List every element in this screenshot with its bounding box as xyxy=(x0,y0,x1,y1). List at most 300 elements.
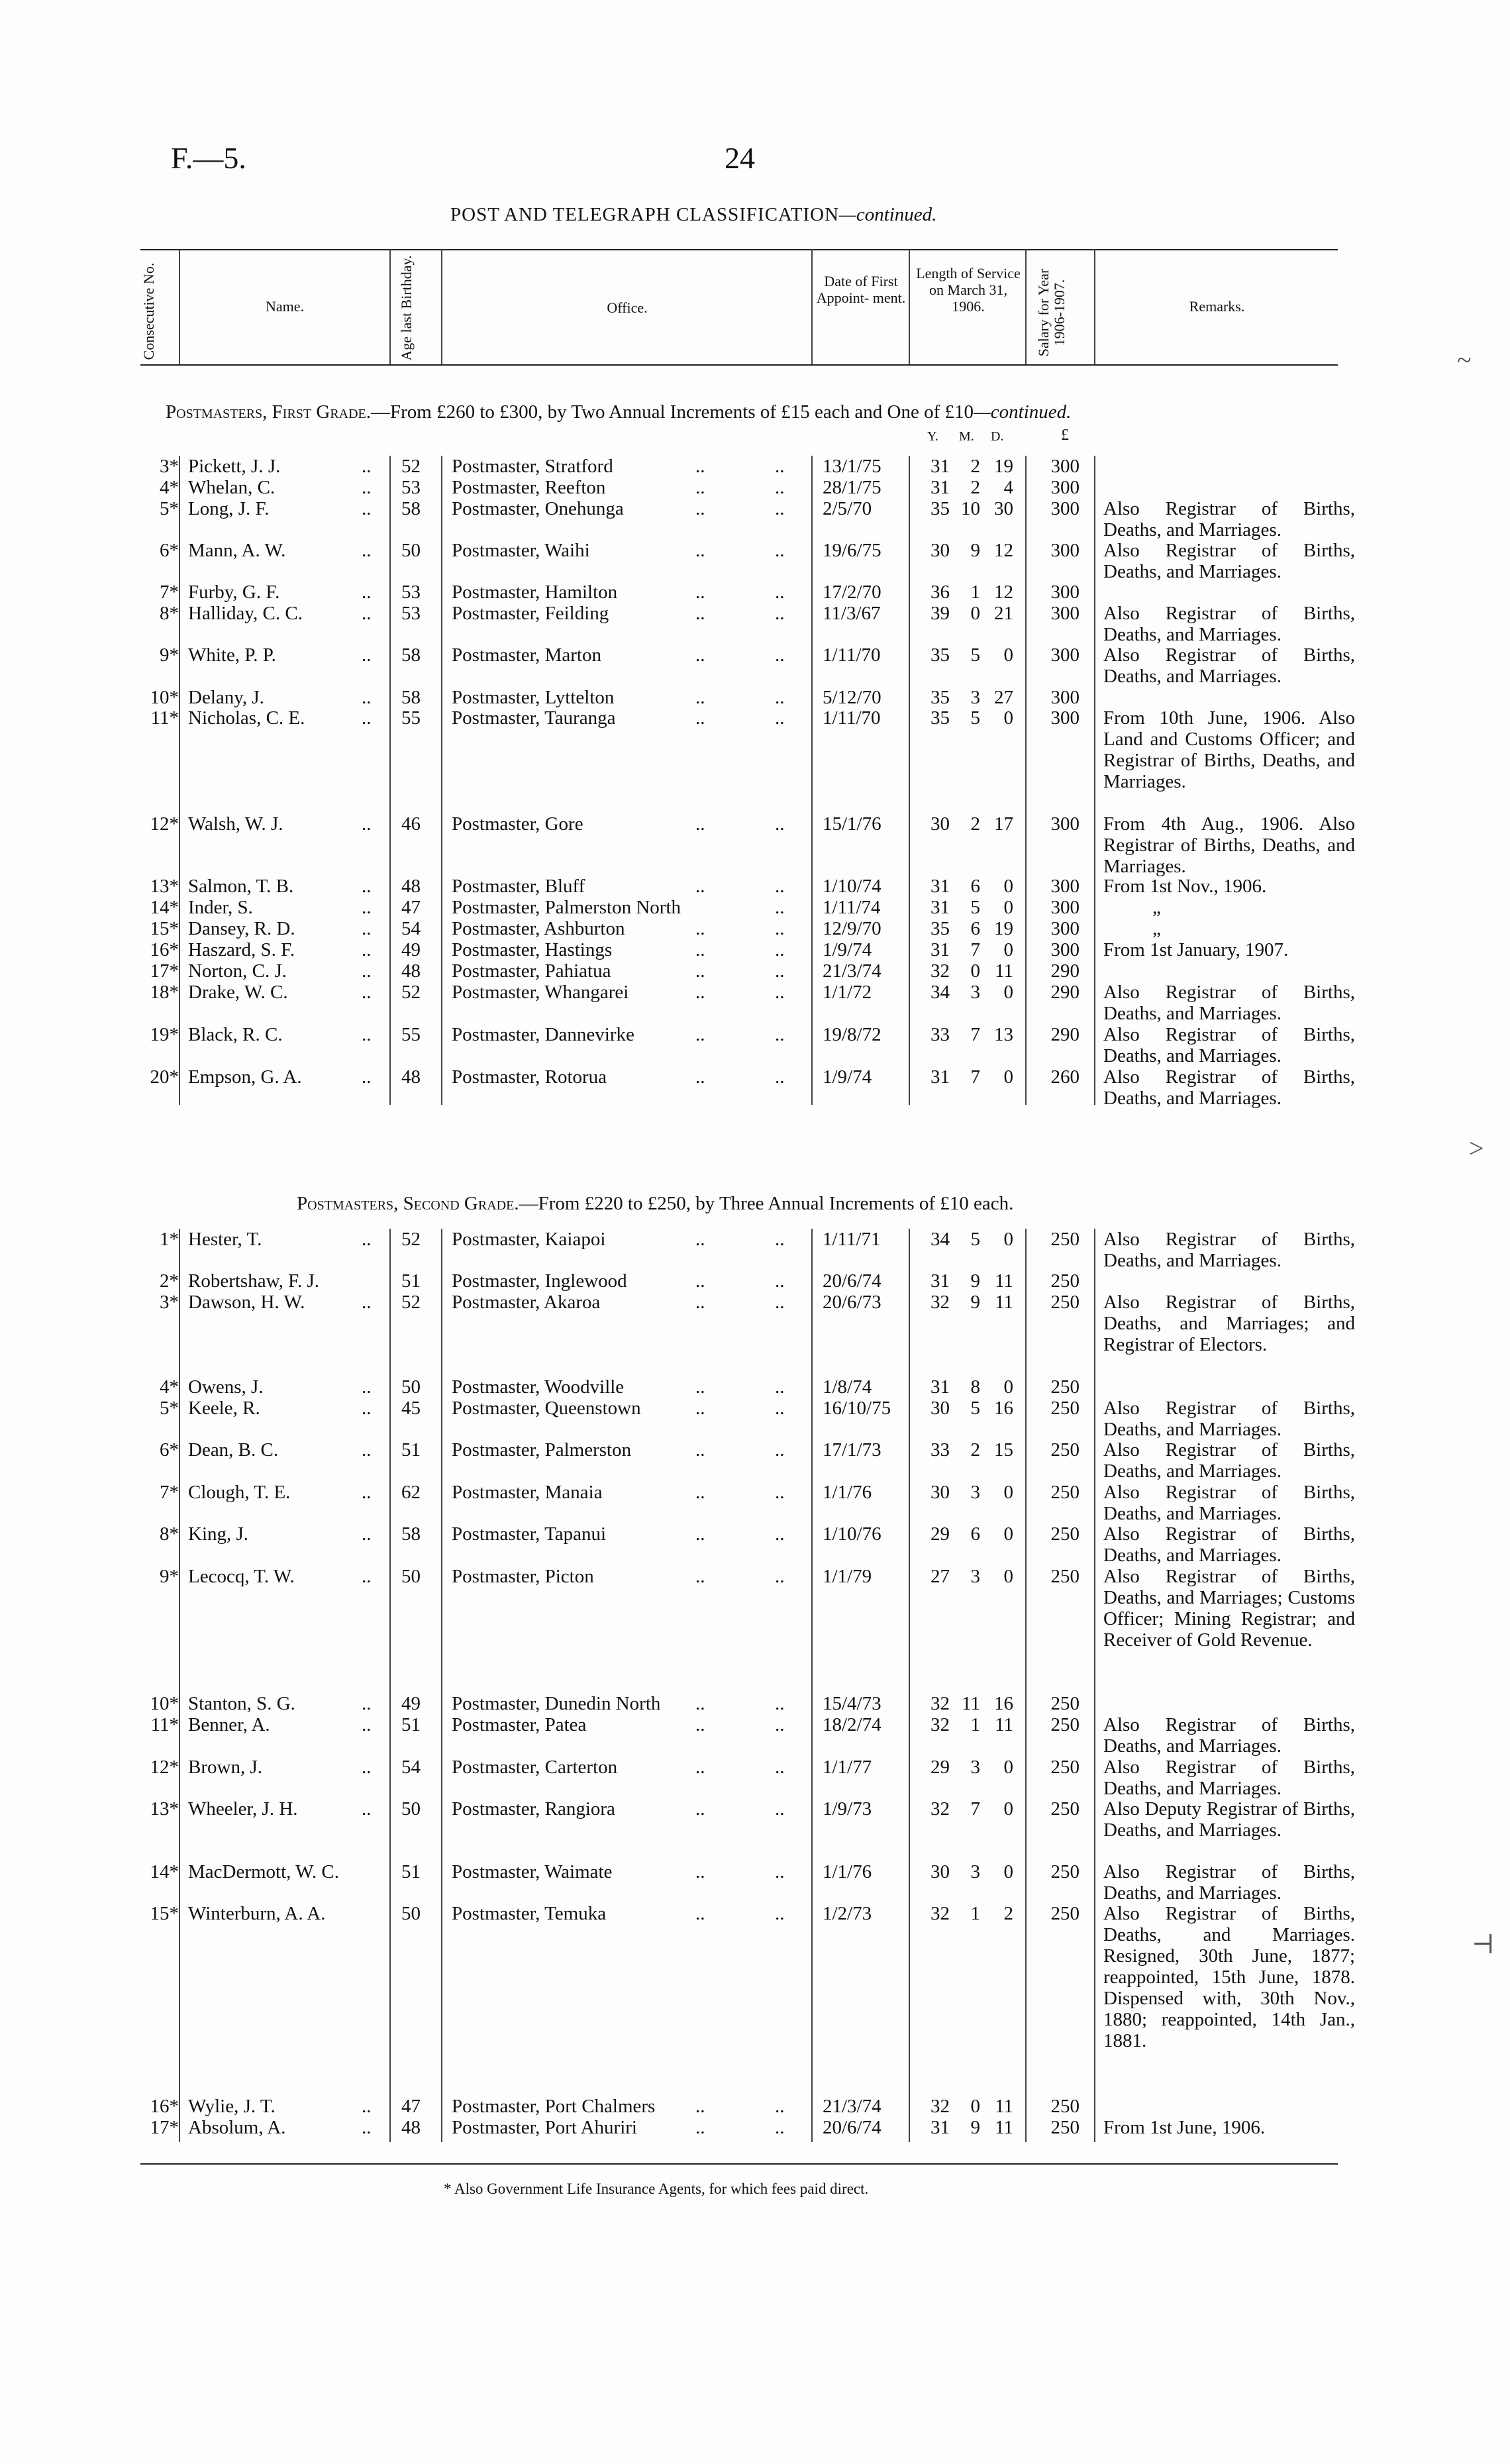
cell-remarks: From 1st Nov., 1906. xyxy=(1103,876,1267,897)
cell-m: 3 xyxy=(970,982,980,1003)
column-divider xyxy=(1094,1229,1095,2142)
leader-dots: .. xyxy=(695,939,705,960)
leader-dots: .. xyxy=(695,2096,705,2117)
leader-dots: .. xyxy=(695,1376,705,1398)
cell-date: 1/1/76 xyxy=(823,1861,872,1882)
cell-remarks: Also Registrar of Births, Deaths, and Marriages. xyxy=(1103,498,1355,540)
cell-m: 7 xyxy=(970,1798,980,1820)
cell-d: 2 xyxy=(1003,1903,1013,1924)
cell-salary: 250 xyxy=(1050,1270,1080,1292)
cell-name: Winterburn, A. A. xyxy=(188,1903,326,1924)
cell-date: 11/3/67 xyxy=(823,603,881,624)
cell-no: 10* xyxy=(150,687,179,708)
leader-dots: .. xyxy=(695,1066,705,1088)
cell-dots: .. xyxy=(362,603,372,624)
cell-m: 9 xyxy=(970,540,980,561)
cell-remarks: „ xyxy=(1152,918,1161,939)
cell-salary: 300 xyxy=(1050,813,1080,835)
cell-dots: .. xyxy=(362,2096,372,2117)
cell-name: Black, R. C. xyxy=(188,1024,283,1045)
cell-d: 11 xyxy=(995,1270,1013,1292)
margin-mark-icon: ~ xyxy=(1457,345,1472,375)
leader-dots: .. xyxy=(775,813,785,835)
header-divider xyxy=(1025,249,1027,364)
column-divider xyxy=(389,456,391,1105)
cell-y: 32 xyxy=(931,960,950,982)
cell-date: 1/1/72 xyxy=(823,982,872,1003)
cell-no: 16* xyxy=(150,2096,179,2117)
section-heading-label: Postmasters, First Grade. xyxy=(166,401,372,423)
cell-office: Postmaster, Manaia xyxy=(452,1482,603,1503)
cell-salary: 250 xyxy=(1050,1376,1080,1398)
cell-y: 30 xyxy=(931,1861,950,1882)
cell-salary: 300 xyxy=(1050,687,1080,708)
section-heading-text: —From £260 to £300, by Two Annual Increments of £15 each and One of £10 xyxy=(371,401,974,423)
cell-m: 2 xyxy=(970,1439,980,1461)
column-divider xyxy=(179,1229,180,2142)
cell-m: 3 xyxy=(970,1566,980,1587)
cell-m: 7 xyxy=(970,939,980,960)
cell-m: 7 xyxy=(970,1066,980,1088)
cell-date: 1/10/74 xyxy=(823,876,881,897)
cell-m: 1 xyxy=(970,582,980,603)
cell-m: 1 xyxy=(970,1903,980,1924)
column-header-salary: Salary for Year 1906-1907. xyxy=(1035,268,1068,357)
cell-m: 3 xyxy=(970,1757,980,1778)
cell-name: Salmon, T. B. xyxy=(188,876,294,897)
unit-days: D. xyxy=(991,429,1004,444)
cell-date: 21/3/74 xyxy=(823,960,881,982)
column-header-length: Length of Service on March 31, 1906. xyxy=(916,265,1021,315)
cell-dots: .. xyxy=(362,1757,372,1778)
cell-d: 0 xyxy=(1003,1376,1013,1398)
cell-date: 15/4/73 xyxy=(823,1693,881,1714)
cell-dots: .. xyxy=(362,876,372,897)
leader-dots: .. xyxy=(695,1292,705,1313)
leader-dots: .. xyxy=(775,1292,785,1313)
cell-y: 35 xyxy=(931,687,950,708)
cell-salary: 300 xyxy=(1050,876,1080,897)
cell-office: Postmaster, Rangiora xyxy=(452,1798,615,1820)
cell-name: Halliday, C. C. xyxy=(188,603,303,624)
leader-dots: .. xyxy=(775,1376,785,1398)
cell-m: 10 xyxy=(961,498,980,519)
cell-date: 16/10/75 xyxy=(823,1398,891,1419)
cell-y: 32 xyxy=(931,1714,950,1735)
cell-office: Postmaster, Carterton xyxy=(452,1757,618,1778)
column-header-office: Office. xyxy=(607,299,648,316)
cell-date: 18/2/74 xyxy=(823,1714,881,1735)
cell-y: 32 xyxy=(931,1903,950,1924)
cell-office: Postmaster, Tapanui xyxy=(452,1523,607,1545)
cell-y: 32 xyxy=(931,1798,950,1820)
table-top-rule xyxy=(140,249,1338,250)
cell-no: 7* xyxy=(160,1482,179,1503)
cell-age: 49 xyxy=(401,939,421,960)
cell-remarks: From 1st June, 1906. xyxy=(1103,2117,1266,2138)
cell-y: 31 xyxy=(931,456,950,477)
section-heading-text: —From £220 to £250, by Three Annual Increments of £10 each. xyxy=(519,1193,1014,1214)
cell-y: 30 xyxy=(931,1398,950,1419)
cell-y: 33 xyxy=(931,1439,950,1461)
cell-no: 17* xyxy=(150,2117,179,2138)
cell-no: 14* xyxy=(150,1861,179,1882)
document-reference: F.—5. xyxy=(171,141,246,175)
cell-date: 1/1/79 xyxy=(823,1566,872,1587)
cell-d: 0 xyxy=(1003,644,1013,666)
cell-age: 50 xyxy=(401,1903,421,1924)
cell-m: 2 xyxy=(970,456,980,477)
cell-d: 12 xyxy=(994,582,1013,603)
cell-m: 6 xyxy=(970,1523,980,1545)
leader-dots: .. xyxy=(775,1798,785,1820)
cell-age: 48 xyxy=(401,876,421,897)
leader-dots: .. xyxy=(695,1757,705,1778)
cell-office: Postmaster, Palmerston xyxy=(452,1439,632,1461)
cell-salary: 300 xyxy=(1050,603,1080,624)
cell-name: Owens, J. xyxy=(188,1376,264,1398)
cell-dots: .. xyxy=(362,582,372,603)
header-divider xyxy=(1094,249,1095,364)
cell-name: Mann, A. W. xyxy=(188,540,286,561)
column-divider xyxy=(441,1229,442,2142)
cell-name: Drake, W. C. xyxy=(188,982,288,1003)
cell-age: 51 xyxy=(401,1270,421,1292)
cell-no: 6* xyxy=(160,540,179,561)
cell-name: Haszard, S. F. xyxy=(188,939,295,960)
column-header-consecutive: Consecutive No. xyxy=(140,262,157,360)
cell-d: 11 xyxy=(995,960,1013,982)
cell-remarks: Also Registrar of Births, Deaths, and Marriages. xyxy=(1103,1861,1355,1904)
cell-office: Postmaster, Dunedin North xyxy=(452,1693,661,1714)
cell-date: 12/9/70 xyxy=(823,918,881,939)
cell-salary: 300 xyxy=(1050,918,1080,939)
cell-dots: .. xyxy=(362,813,372,835)
cell-office: Postmaster, Hamilton xyxy=(452,582,618,603)
cell-m: 5 xyxy=(970,897,980,918)
cell-salary: 250 xyxy=(1050,1798,1080,1820)
cell-office: Postmaster, Whangarei xyxy=(452,982,629,1003)
cell-m: 0 xyxy=(970,603,980,624)
cell-y: 27 xyxy=(931,1566,950,1587)
cell-age: 51 xyxy=(401,1861,421,1882)
cell-m: 5 xyxy=(970,644,980,666)
cell-salary: 250 xyxy=(1050,2117,1080,2138)
cell-office: Postmaster, Lyttelton xyxy=(452,687,615,708)
cell-y: 34 xyxy=(931,982,950,1003)
cell-dots: .. xyxy=(362,939,372,960)
cell-age: 58 xyxy=(401,1523,421,1545)
cell-dots: .. xyxy=(362,1292,372,1313)
leader-dots: .. xyxy=(775,897,785,918)
cell-y: 32 xyxy=(931,1693,950,1714)
cell-d: 0 xyxy=(1003,1798,1013,1820)
header-divider xyxy=(811,249,813,364)
cell-salary: 300 xyxy=(1050,456,1080,477)
cell-y: 31 xyxy=(931,939,950,960)
header-divider xyxy=(909,249,910,364)
cell-office: Postmaster, Feilding xyxy=(452,603,609,624)
cell-date: 1/11/71 xyxy=(823,1229,881,1250)
leader-dots: .. xyxy=(695,2117,705,2138)
cell-name: Nicholas, C. E. xyxy=(188,707,305,729)
leader-dots: .. xyxy=(775,1439,785,1461)
cell-name: Lecocq, T. W. xyxy=(188,1566,295,1587)
cell-d: 0 xyxy=(1003,707,1013,729)
cell-dots: .. xyxy=(362,2117,372,2138)
leader-dots: .. xyxy=(775,582,785,603)
cell-age: 51 xyxy=(401,1439,421,1461)
leader-dots: .. xyxy=(695,582,705,603)
cell-y: 30 xyxy=(931,813,950,835)
cell-age: 58 xyxy=(401,644,421,666)
cell-office: Postmaster, Rotorua xyxy=(452,1066,607,1088)
column-divider xyxy=(1025,1229,1027,2142)
cell-name: MacDermott, W. C. xyxy=(188,1861,339,1882)
cell-no: 3* xyxy=(160,456,179,477)
cell-date: 20/6/73 xyxy=(823,1292,881,1313)
leader-dots: .. xyxy=(775,1566,785,1587)
cell-age: 48 xyxy=(401,960,421,982)
leader-dots: .. xyxy=(695,644,705,666)
leader-dots: .. xyxy=(775,603,785,624)
leader-dots: .. xyxy=(695,603,705,624)
cell-no: 10* xyxy=(150,1693,179,1714)
page-number: 24 xyxy=(725,141,755,175)
cell-d: 19 xyxy=(994,918,1013,939)
cell-dots: .. xyxy=(362,1398,372,1419)
leader-dots: .. xyxy=(775,456,785,477)
cell-salary: 250 xyxy=(1050,1757,1080,1778)
cell-office: Postmaster, Palmerston North xyxy=(452,897,681,918)
leader-dots: .. xyxy=(775,1024,785,1045)
cell-age: 47 xyxy=(401,897,421,918)
cell-d: 4 xyxy=(1003,477,1013,498)
cell-dots: .. xyxy=(362,918,372,939)
cell-d: 21 xyxy=(994,603,1013,624)
cell-name: Robertshaw, F. J. xyxy=(188,1270,319,1292)
cell-salary: 300 xyxy=(1050,477,1080,498)
cell-name: Whelan, C. xyxy=(188,477,276,498)
cell-m: 5 xyxy=(970,1398,980,1419)
margin-mark-icon: > xyxy=(1469,1133,1484,1163)
cell-office: Postmaster, Gore xyxy=(452,813,583,835)
cell-remarks: From 1st January, 1907. xyxy=(1103,939,1289,960)
column-header-name: Name. xyxy=(265,298,305,315)
cell-no: 4* xyxy=(160,1376,179,1398)
cell-no: 11* xyxy=(150,1714,179,1735)
cell-y: 36 xyxy=(931,582,950,603)
leader-dots: .. xyxy=(775,960,785,982)
cell-age: 58 xyxy=(401,687,421,708)
cell-dots: .. xyxy=(362,1066,372,1088)
cell-dots: .. xyxy=(362,1024,372,1045)
cell-remarks: Also Registrar of Births, Deaths, and Marriages. xyxy=(1103,1229,1355,1271)
cell-office: Postmaster, Picton xyxy=(452,1566,594,1587)
cell-salary: 250 xyxy=(1050,1292,1080,1313)
cell-m: 7 xyxy=(970,1024,980,1045)
cell-d: 11 xyxy=(995,2117,1013,2138)
cell-remarks: Also Registrar of Births, Deaths, and Marriages. xyxy=(1103,1066,1355,1109)
cell-y: 31 xyxy=(931,2117,950,2138)
cell-dots: .. xyxy=(362,456,372,477)
leader-dots: .. xyxy=(775,1714,785,1735)
cell-y: 31 xyxy=(931,1376,950,1398)
leader-dots: .. xyxy=(775,644,785,666)
cell-remarks: Also Registrar of Births, Deaths, and Marriages; Customs Officer; Mining Registrar; and Receiver of Gold Revenue. xyxy=(1103,1566,1355,1651)
cell-age: 50 xyxy=(401,1798,421,1820)
cell-d: 0 xyxy=(1003,897,1013,918)
leader-dots: .. xyxy=(775,1066,785,1088)
cell-y: 30 xyxy=(931,1482,950,1503)
leader-dots: .. xyxy=(695,540,705,561)
leader-dots: .. xyxy=(695,960,705,982)
cell-age: 58 xyxy=(401,498,421,519)
cell-age: 52 xyxy=(401,982,421,1003)
cell-m: 2 xyxy=(970,813,980,835)
cell-age: 50 xyxy=(401,1376,421,1398)
cell-d: 0 xyxy=(1003,1066,1013,1088)
leader-dots: .. xyxy=(695,813,705,835)
leader-dots: .. xyxy=(695,687,705,708)
cell-age: 51 xyxy=(401,1714,421,1735)
cell-office: Postmaster, Queenstown xyxy=(452,1398,641,1419)
cell-salary: 300 xyxy=(1050,540,1080,561)
cell-office: Postmaster, Waimate xyxy=(452,1861,613,1882)
cell-m: 0 xyxy=(970,960,980,982)
cell-no: 15* xyxy=(150,1903,179,1924)
leader-dots: .. xyxy=(695,477,705,498)
leader-dots: .. xyxy=(695,1861,705,1882)
cell-date: 28/1/75 xyxy=(823,477,881,498)
cell-age: 50 xyxy=(401,540,421,561)
cell-name: Long, J. F. xyxy=(188,498,270,519)
cell-office: Postmaster, Pahiatua xyxy=(452,960,611,982)
cell-no: 3* xyxy=(160,1292,179,1313)
leader-dots: .. xyxy=(775,1229,785,1250)
cell-salary: 300 xyxy=(1050,939,1080,960)
cell-name: Pickett, J. J. xyxy=(188,456,281,477)
cell-date: 1/11/70 xyxy=(823,644,881,666)
cell-no: 16* xyxy=(150,939,179,960)
column-header-age: Age last Birthday. xyxy=(398,255,415,361)
cell-date: 1/11/74 xyxy=(823,897,881,918)
cell-name: Stanton, S. G. xyxy=(188,1693,295,1714)
cell-salary: 250 xyxy=(1050,1693,1080,1714)
cell-salary: 300 xyxy=(1050,498,1080,519)
cell-dots: .. xyxy=(362,897,372,918)
cell-office: Postmaster, Inglewood xyxy=(452,1270,627,1292)
cell-no: 18* xyxy=(150,982,179,1003)
cell-salary: 250 xyxy=(1050,1398,1080,1419)
cell-name: Delany, J. xyxy=(188,687,264,708)
cell-salary: 290 xyxy=(1050,1024,1080,1045)
cell-m: 9 xyxy=(970,1270,980,1292)
footnote: * Also Government Life Insurance Agents, for which fees paid direct. xyxy=(444,2181,869,2197)
cell-no: 2* xyxy=(160,1270,179,1292)
cell-salary: 250 xyxy=(1050,1903,1080,1924)
cell-d: 19 xyxy=(994,456,1013,477)
cell-name: Absolum, A. xyxy=(188,2117,286,2138)
cell-remarks: Also Registrar of Births, Deaths, and Marriages; and Registrar of Electors. xyxy=(1103,1292,1355,1355)
cell-age: 54 xyxy=(401,918,421,939)
cell-y: 35 xyxy=(931,707,950,729)
cell-name: Clough, T. E. xyxy=(188,1482,291,1503)
cell-office: Postmaster, Patea xyxy=(452,1714,587,1735)
cell-dots: .. xyxy=(362,960,372,982)
cell-age: 54 xyxy=(401,1757,421,1778)
page-title xyxy=(450,204,936,226)
cell-name: Empson, G. A. xyxy=(188,1066,302,1088)
cell-office: Postmaster, Marton xyxy=(452,644,601,666)
unit-months: M. xyxy=(959,429,974,444)
cell-no: 9* xyxy=(160,1566,179,1587)
cell-salary: 300 xyxy=(1050,897,1080,918)
cell-name: Keele, R. xyxy=(188,1398,260,1419)
cell-salary: 260 xyxy=(1050,1066,1080,1088)
cell-dots: .. xyxy=(362,1229,372,1250)
column-divider xyxy=(909,1229,910,2142)
header-bottom-rule xyxy=(140,364,1338,366)
cell-d: 12 xyxy=(994,540,1013,561)
header-divider xyxy=(441,249,442,364)
cell-d: 0 xyxy=(1003,1229,1013,1250)
cell-y: 34 xyxy=(931,1229,950,1250)
cell-y: 31 xyxy=(931,1066,950,1088)
cell-age: 53 xyxy=(401,477,421,498)
unit-pound: £ xyxy=(1061,427,1069,444)
section-heading-second-grade xyxy=(297,1193,1013,1215)
cell-name: Brown, J. xyxy=(188,1757,262,1778)
cell-age: 62 xyxy=(401,1482,421,1503)
column-divider xyxy=(811,1229,813,2142)
cell-m: 5 xyxy=(970,1229,980,1250)
leader-dots: .. xyxy=(775,477,785,498)
cell-d: 11 xyxy=(995,1292,1013,1313)
header-divider xyxy=(179,249,180,364)
cell-salary: 250 xyxy=(1050,1482,1080,1503)
leader-dots: .. xyxy=(695,1229,705,1250)
cell-remarks: From 4th Aug., 1906. Also Registrar of Births, Deaths, and Marriages. xyxy=(1103,813,1355,877)
cell-date: 13/1/75 xyxy=(823,456,881,477)
leader-dots: .. xyxy=(695,1024,705,1045)
cell-office: Postmaster, Port Chalmers xyxy=(452,2096,656,2117)
cell-age: 45 xyxy=(401,1398,421,1419)
cell-remarks: From 10th June, 1906. Also Land and Customs Officer; and Registrar of Births, Deaths, and Marriages. xyxy=(1103,707,1355,792)
cell-y: 31 xyxy=(931,876,950,897)
cell-y: 29 xyxy=(931,1757,950,1778)
cell-m: 3 xyxy=(970,687,980,708)
cell-remarks: Also Registrar of Births, Deaths, and Marriages. xyxy=(1103,644,1355,687)
cell-no: 15* xyxy=(150,918,179,939)
section-heading-label: Postmasters, Second Grade. xyxy=(297,1193,519,1214)
cell-name: Wylie, J. T. xyxy=(188,2096,276,2117)
cell-salary: 250 xyxy=(1050,2096,1080,2117)
section-heading-first-grade xyxy=(166,401,1071,423)
cell-name: Inder, S. xyxy=(188,897,253,918)
leader-dots: .. xyxy=(695,1566,705,1587)
cell-date: 19/6/75 xyxy=(823,540,881,561)
cell-y: 31 xyxy=(931,897,950,918)
cell-remarks: Also Registrar of Births, Deaths, and Marriages. xyxy=(1103,1482,1355,1524)
cell-m: 9 xyxy=(970,2117,980,2138)
leader-dots: .. xyxy=(695,498,705,519)
cell-office: Postmaster, Waihi xyxy=(452,540,590,561)
leader-dots: .. xyxy=(775,707,785,729)
cell-dots: .. xyxy=(362,477,372,498)
leader-dots: .. xyxy=(695,1798,705,1820)
cell-d: 0 xyxy=(1003,1566,1013,1587)
